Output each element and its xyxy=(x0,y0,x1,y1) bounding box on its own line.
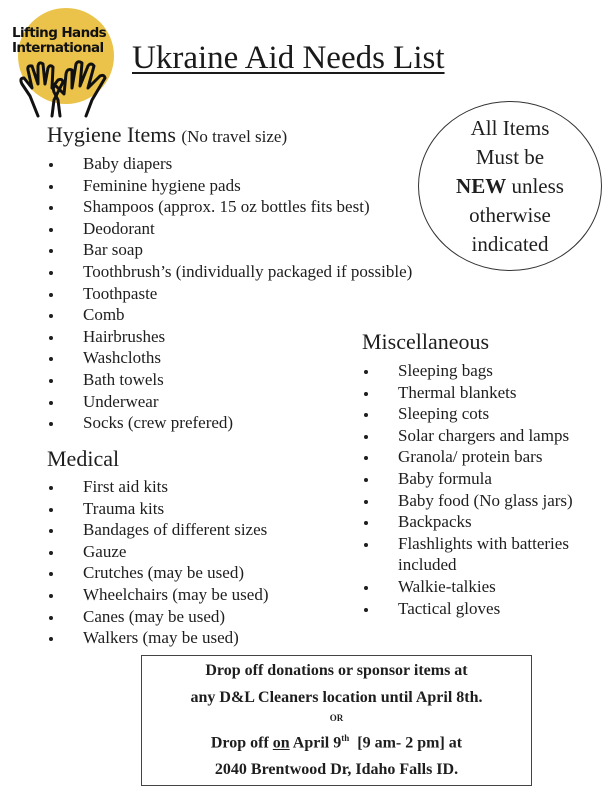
list-item: Comb xyxy=(47,304,412,326)
hygiene-heading-text: Hygiene Items xyxy=(47,122,176,147)
notice-line-2: Must be xyxy=(475,144,545,169)
list-item: Sleeping bags xyxy=(362,360,602,382)
dropoff-date-suffix: th xyxy=(341,733,350,743)
list-item: Bath towels xyxy=(47,369,412,391)
logo-line-1: Lifting Hands xyxy=(12,25,107,41)
notice-line-5: indicated xyxy=(471,231,549,256)
medical-list xyxy=(47,476,269,649)
list-item: Flashlights with batteries included xyxy=(362,533,594,576)
list-item: Feminine hygiene pads xyxy=(47,175,412,197)
list-item: Canes (may be used) xyxy=(47,606,269,628)
list-item: Baby food (No glass jars) xyxy=(362,490,602,512)
list-item: First aid kits xyxy=(47,476,269,498)
list-item: Toothbrush’s (individually packaged if possible) xyxy=(47,261,412,283)
list-item: Wheelchairs (may be used) xyxy=(47,584,269,606)
list-item: Bandages of different sizes xyxy=(47,519,269,541)
list-item: Underwear xyxy=(47,391,412,413)
list-item: Sleeping cots xyxy=(362,403,602,425)
notice-line-1: All Items xyxy=(470,115,550,140)
dropoff-line-3-b: April 9 xyxy=(289,734,342,752)
list-item: Baby diapers xyxy=(47,153,412,175)
logo-text xyxy=(12,26,122,56)
hygiene-list xyxy=(47,153,412,434)
notice-line-3 xyxy=(456,172,564,201)
list-item: Shampoos (approx. 15 oz bottles fits best) xyxy=(47,196,412,218)
dropoff-line-3-c: [9 am- 2 pm] at xyxy=(349,734,463,752)
list-item: Gauze xyxy=(47,541,269,563)
dropoff-line-4: 2040 Brentwood Dr, Idaho Falls ID. xyxy=(214,761,459,779)
list-item: Granola/ protein bars xyxy=(362,446,602,468)
misc-heading: Miscellaneous xyxy=(362,329,490,354)
medical-heading: Medical xyxy=(47,446,120,471)
list-item: Backpacks xyxy=(362,511,602,533)
list-item: Bar soap xyxy=(47,239,412,261)
logo-line-2: International xyxy=(12,40,104,56)
hygiene-heading-note: (No travel size) xyxy=(181,127,288,146)
list-item: Socks (crew prefered) xyxy=(47,412,412,434)
hygiene-heading xyxy=(47,122,287,150)
list-item: Trauma kits xyxy=(47,498,269,520)
page-title: Ukraine Aid Needs List xyxy=(132,40,445,76)
dropoff-line-1: Drop off donations or sponsor items at xyxy=(205,662,468,679)
list-item: Hairbrushes xyxy=(47,326,412,348)
list-item: Baby formula xyxy=(362,468,602,490)
list-item: Deodorant xyxy=(47,218,412,240)
list-item: Washcloths xyxy=(47,347,412,369)
dropoff-line-3-a: Drop off xyxy=(210,734,273,752)
dropoff-or: OR xyxy=(329,713,344,723)
dropoff-info-box xyxy=(141,655,532,786)
notice-line-4: otherwise xyxy=(469,202,551,227)
list-item: Toothpaste xyxy=(47,283,412,305)
logo-graphic xyxy=(8,4,120,118)
dropoff-on-underlined: on xyxy=(272,734,290,752)
notice-line-3-rest: unless xyxy=(506,173,564,198)
list-item: Solar chargers and lamps xyxy=(362,425,602,447)
organization-logo xyxy=(8,4,120,118)
new-items-notice xyxy=(418,101,602,271)
list-item: Walkie-talkies xyxy=(362,576,602,598)
list-item: Crutches (may be used) xyxy=(47,562,269,584)
dropoff-line-3 xyxy=(142,725,531,756)
dropoff-line-2: any D&L Cleaners location until April 8th. xyxy=(190,689,483,706)
list-item: Walkers (may be used) xyxy=(47,627,269,649)
notice-new-emphasis: NEW xyxy=(456,173,507,198)
misc-list xyxy=(362,360,602,619)
list-item: Thermal blankets xyxy=(362,382,602,404)
list-item: Tactical gloves xyxy=(362,598,602,620)
